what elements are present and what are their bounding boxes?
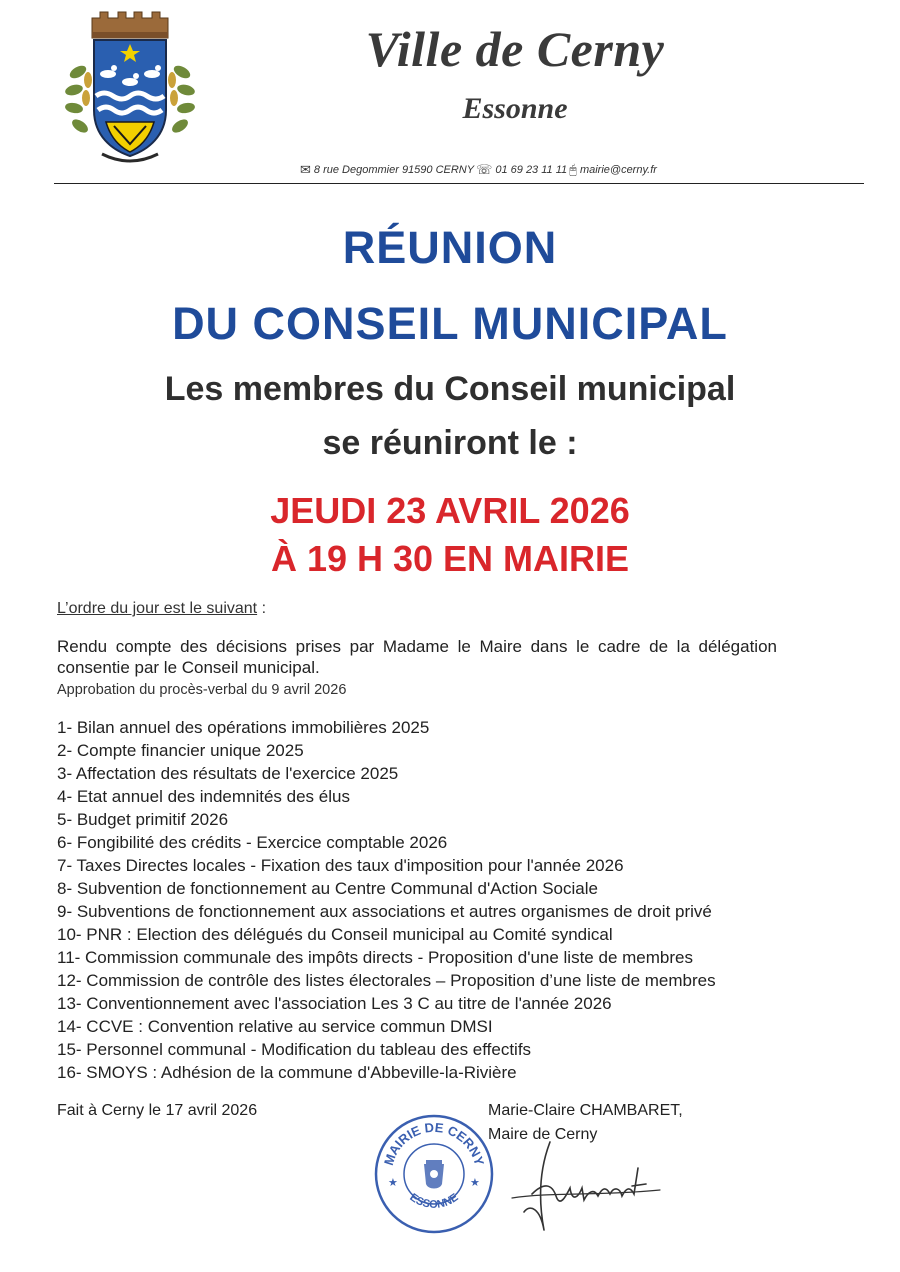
delegation-paragraph: Rendu compte des décisions prises par Madame le Maire dans le cadre de la délégation consentie par le Conseil municipal. <box>57 637 777 677</box>
svg-text:★: ★ <box>470 1176 480 1189</box>
agenda-item: 7- Taxes Directes locales - Fixation des taux d'imposition pour l'année 2026 <box>57 856 624 875</box>
agenda-item: 9- Subventions de fonctionnement aux associations et autres organismes de droit privé <box>57 902 712 921</box>
agenda-item: 4- Etat annuel des indemnités des élus <box>57 787 350 806</box>
svg-text:★: ★ <box>388 1176 398 1189</box>
stamp-top-text: MAIRIE DE CERNY <box>380 1119 488 1168</box>
agenda-item: 5- Budget primitif 2026 <box>57 810 229 829</box>
place-and-date: Fait à Cerny le 17 avril 2026 <box>57 1102 258 1119</box>
agenda-item: 11- Commission communale des impôts directs - Proposition d'une liste de membres <box>57 948 693 967</box>
phone-icon: ☏ <box>476 162 493 177</box>
agenda-item: 15- Personnel communal - Modification du tableau des effectifs <box>57 1040 532 1059</box>
address-text: 8 rue Degommier 91590 CERNY <box>313 164 475 176</box>
agenda-intro-label: L’ordre du jour est le suivant <box>57 600 258 617</box>
agenda-item: 3- Affectation des résultats de l'exercice 2025 <box>57 764 399 783</box>
signer-name: Marie-Claire CHAMBARET, <box>488 1102 683 1119</box>
department-name: Essonne <box>462 92 568 125</box>
mouse-icon: 🖰 <box>569 162 577 177</box>
town-name: Ville de Cerny <box>365 21 665 77</box>
envelope-icon: ✉ <box>300 162 311 177</box>
agenda-item: 1- Bilan annuel des opérations immobilières 2025 <box>57 718 430 737</box>
agenda-item: 6- Fongibilité des crédits - Exercice comptable 2026 <box>57 833 448 852</box>
agenda-intro <box>57 600 266 618</box>
approval-line: Approbation du procès-verbal du 9 avril 2026 <box>57 682 347 698</box>
agenda-item: 8- Subvention de fonctionnement au Centre Communal d'Action Sociale <box>57 879 598 898</box>
agenda-intro-colon: : <box>257 600 267 617</box>
svg-text:ESSONNE <box>407 1191 460 1210</box>
meeting-time-place: À 19 H 30 EN MAIRIE <box>270 538 630 579</box>
agenda-item: 14- CCVE : Convention relative au service commun DMSI <box>57 1017 493 1036</box>
agenda-item: 16- SMOYS : Adhésion de la commune d'Abbeville-la-Rivière <box>57 1063 517 1082</box>
agenda-item: 10- PNR : Election des délégués du Conseil municipal au Comité syndical <box>57 925 613 944</box>
agenda-list <box>57 716 837 1084</box>
notice-subtitle-line2: se réuniront le : <box>322 424 578 462</box>
coat-of-arms-logo <box>62 10 198 172</box>
header-divider <box>54 183 864 184</box>
email-link[interactable]: mairie@cerny.fr <box>579 164 657 176</box>
mairie-stamp <box>372 1112 496 1236</box>
meeting-date: JEUDI 23 AVRIL 2026 <box>270 490 630 531</box>
signer-title: Maire de Cerny <box>488 1126 598 1143</box>
notice-title-line1: RÉUNION <box>342 222 558 273</box>
contact-line <box>300 162 860 178</box>
agenda-item: 13- Conventionnement avec l'association Les 3 C au titre de l'année 2026 <box>57 994 612 1013</box>
stamp-bottom-text: ESSONNE <box>407 1191 461 1211</box>
mayor-signature <box>510 1138 680 1238</box>
notice-title-line2: DU CONSEIL MUNICIPAL <box>172 298 728 349</box>
agenda-item: 2- Compte financier unique 2025 <box>57 741 304 760</box>
notice-subtitle-line1: Les membres du Conseil municipal <box>164 370 736 408</box>
phone-text: 01 69 23 11 11 <box>495 164 568 176</box>
agenda-item: 12- Commission de contrôle des listes électorales – Proposition d’une liste de membres <box>57 971 716 990</box>
